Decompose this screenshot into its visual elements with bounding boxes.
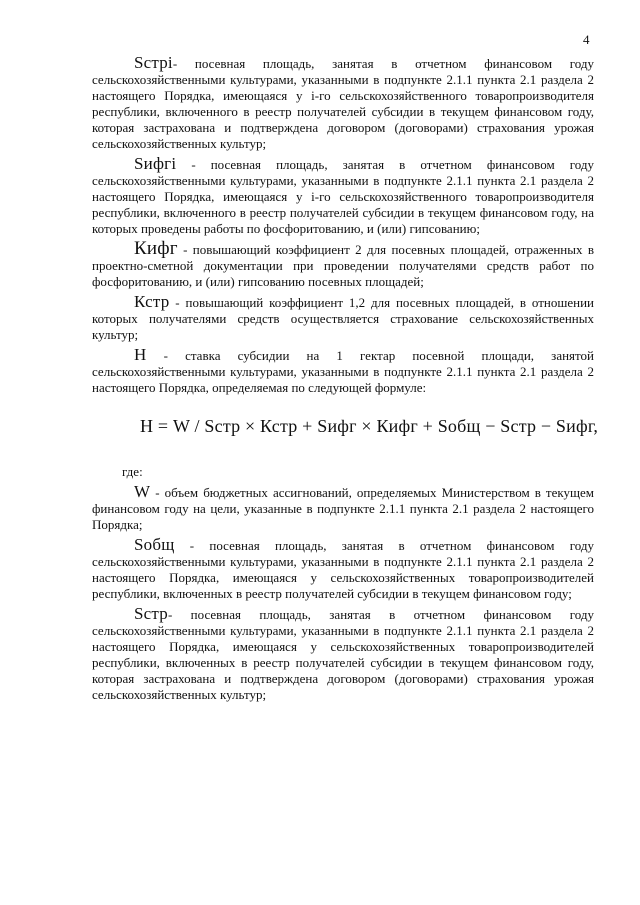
page-number: 4 bbox=[583, 32, 590, 47]
definition-text: - повышающий коэффициент 2 для посевных площадей, отраженных в проектно-сметной документации при проведении получателями средств работ по фосфоритованию, и (или) гипсованию посевных площадей; bbox=[92, 242, 594, 289]
document-body bbox=[92, 53, 599, 707]
definition-symbol: Н bbox=[134, 345, 147, 364]
formula-expression: Н = W / Sстр × Кстр + Sифг × Кифг + Sобщ − Sстр − Sифг bbox=[140, 416, 594, 436]
definition-paragraph bbox=[92, 606, 594, 703]
definition-text: - посевная площадь, занятая в отчетном финансовом году сельскохозяйственными культурами, указанными в подпункте 2.1.1 пункта 2.1 раздела 2 настоящего Порядка, имеющаяся у i-го сельскохозяйственного товаропроизводителя республики, включенного в реестр получателей субсидии в текущем финансовом году, на которых проведены работы по фосфоритованию, и (или) гипсованию; bbox=[92, 157, 594, 236]
definition-symbol: Кстр bbox=[134, 292, 170, 311]
definition-symbol: Кифг bbox=[134, 238, 178, 259]
definition-symbol: Sстр bbox=[134, 604, 168, 623]
definition-text: - ставка субсидии на 1 гектар посевной площади, занятой сельскохозяйственными культурами, указанными в подпункте 2.1.1 пункта 2.1 раздела 2 настоящего Порядка, определяемая по следующей формуле: bbox=[92, 348, 594, 395]
definition-paragraph bbox=[92, 238, 594, 290]
definition-paragraph bbox=[92, 156, 594, 237]
definition-symbol: W bbox=[134, 482, 151, 501]
definition-paragraph bbox=[92, 537, 594, 602]
definition-paragraph bbox=[92, 484, 594, 533]
definition-text: - посевная площадь, занятая в отчетном финансовом году сельскохозяйственными культурами, указанными в подпункте 2.1.1 пункта 2.1 раздела 2 настоящего Порядка, имеющаяся у сельскохозяйственных товаропроизводителей республики, включенных в реестр получателей субсидии в текущем финансовом году, которая застрахована и подтверждена договором (договорами) страхования урожая сельскохозяйственных культур; bbox=[92, 607, 594, 702]
definition-text: - объем бюджетных ассигнований, определяемых Министерством в текущем финансовом году на цели, указанные в подпункте 2.1.1 пункта 2.1 раздела 2 настоящего Порядка; bbox=[92, 485, 594, 532]
definition-text: - посевная площадь, занятая в отчетном финансовом году сельскохозяйственными культурами, указанными в подпункте 2.1.1 пункта 2.1 раздела 2 настоящего Порядка, имеющаяся у i-го сельскохозяйственного товаропроизводителя республики, включенного в реестр получателей субсидии в текущем финансовом году, которая застрахована и подтверждена договором (договорами) страхования урожая сельскохозяйственных культур; bbox=[92, 56, 594, 151]
definition-symbol: Sобщ bbox=[134, 535, 175, 554]
definition-paragraph bbox=[92, 55, 594, 152]
definition-paragraph bbox=[92, 294, 594, 343]
definition-paragraph bbox=[92, 347, 594, 396]
formula-trailing-comma: , bbox=[593, 416, 599, 436]
subsidy-rate-formula bbox=[140, 416, 599, 436]
definition-text: - повышающий коэффициент 1,2 для посевных площадей, в отношении которых получателями средств осуществляется страхование сельскохозяйственных культур; bbox=[92, 295, 594, 342]
definition-text: - посевная площадь, занятая в отчетном финансовом году сельскохозяйственными культурами, указанными в подпункте 2.1.1 пункта 2.1 раздела 2 настоящего Порядка, имеющаяся у сельскохозяйственных товаропроизводителей республики, включенных в реестр получателей субсидии в текущем финансовом году; bbox=[92, 538, 594, 601]
definition-symbol: Sифгi bbox=[134, 154, 177, 173]
where-label: где: bbox=[122, 464, 143, 479]
definition-symbol: Sстрi bbox=[134, 53, 173, 72]
